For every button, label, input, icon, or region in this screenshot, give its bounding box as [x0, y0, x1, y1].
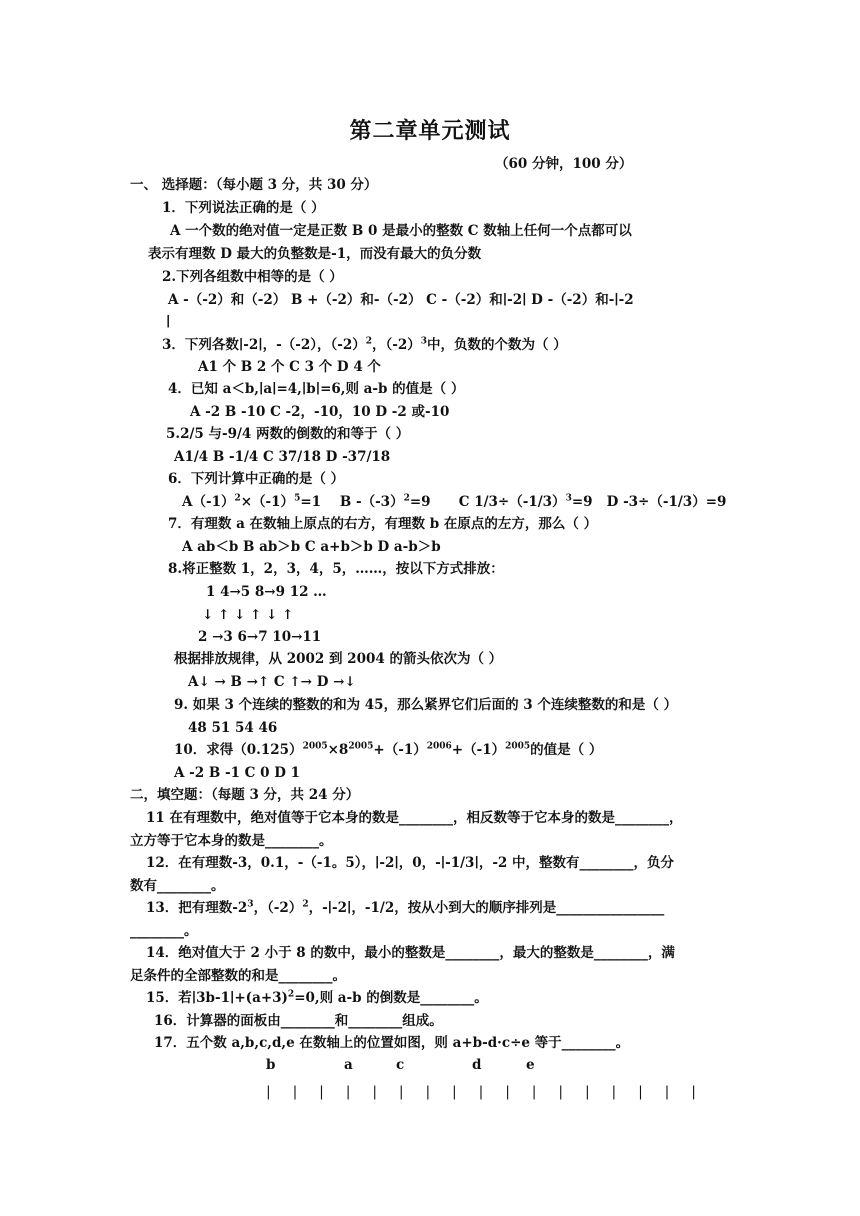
number-line-tick: | — [505, 1084, 510, 1100]
number-line-tick: | — [638, 1084, 643, 1100]
q10-s1: 2005 — [302, 741, 328, 752]
number-line-tick: | — [584, 1084, 590, 1100]
q6-stem: 6．下列计算中正确的是（ ） — [168, 471, 345, 487]
q17-line1: 17．五个数 a,b,c,d,e 在数轴上的位置如图，则 a+b-d·c÷e 等于________。 — [154, 1035, 630, 1051]
q15-b: =0,则 a-b 的倒数是________。 — [294, 990, 488, 1006]
q10-b: ×8 — [327, 742, 349, 758]
q6-o3a: C 1/3÷（-1/3） — [458, 494, 566, 510]
q5-options: A1/4 B -1/4 C 37/18 D -37/18 — [174, 449, 391, 465]
number-line-tick: | — [531, 1084, 537, 1100]
q9-stem: 9. 如果 3 个连续的整数的和为 45，那么紧界它们后面的 3 个连续整数的和是（ ） — [174, 697, 678, 713]
number-line-tick: | — [691, 1084, 696, 1100]
q10-a: 10．求得（0.125） — [174, 742, 303, 758]
q6-o1c: =1 — [300, 494, 322, 510]
q16-line1: 16．计算器的面板由________和________组成。 — [154, 1013, 443, 1029]
q14-line1: 14．绝对值大于 2 小于 8 的数中，最小的整数是________，最大的整数是________，满 — [146, 945, 675, 961]
q10-e: 的值是（ ） — [530, 742, 603, 758]
number-line-tick: | — [372, 1084, 378, 1100]
q13-b: ，（-2） — [253, 900, 303, 916]
q12-line2: 数有________。 — [130, 878, 225, 894]
q10-s2: 2005 — [348, 741, 374, 752]
q3-options: A1 个 B 2 个 C 3 个 D 4 个 — [198, 359, 381, 375]
q1-line1: A 一个数的绝对值一定是正数 B 0 是最小的整数 C 数轴上任何一个点都可以 — [170, 223, 632, 239]
q1-stem: 1．下列说法正确的是（ ） — [162, 200, 325, 216]
q13-s2: 2 — [302, 899, 309, 910]
number-line-tick: | — [266, 1084, 271, 1100]
q6-o4: D -3÷（-1/3）=9 — [606, 494, 727, 510]
q6-o2s: 2 — [403, 493, 410, 504]
q15-line1 — [146, 989, 488, 1007]
q13-c: ，-∣-2∣，-1/2，按从小到大的顺序排列是________________ — [308, 900, 665, 916]
number-line-tick: | — [452, 1084, 457, 1100]
q6-o3s: 3 — [565, 493, 572, 504]
q4-stem: 4．已知 a＜b,∣a∣=4,∣b∣=6,则 a-b 的值是（ ） — [168, 381, 465, 397]
q6-o2b: =9 — [409, 494, 431, 510]
number-line-tick: | — [425, 1084, 431, 1100]
q10-options: A -2 B -1 C 0 D 1 — [174, 765, 301, 781]
q3-stem-b: ，（-2） — [372, 337, 421, 353]
q6-o1s2: 5 — [294, 493, 301, 504]
q11-line1: 11 在有理数中，绝对值等于它本身的数是________，相反数等于它本身的数是________， — [146, 810, 683, 826]
number-line-tick: | — [398, 1084, 404, 1100]
q10-s3: 2006 — [426, 741, 452, 752]
q8-row2: ↓ ↑ ↓ ↑ ↓ ↑ — [202, 607, 294, 623]
q6-o1b: ×（-1） — [240, 494, 295, 510]
number-line-tick: | — [345, 1084, 351, 1100]
number-line-tick: | — [558, 1084, 564, 1100]
q7-stem: 7．有理数 a 在数轴上原点的右方，有理数 b 在原点的左方，那么（ ） — [168, 516, 598, 532]
q6-o1a: A（-1） — [182, 494, 235, 510]
q13-line1 — [146, 899, 664, 917]
number-line-tick: | — [664, 1084, 670, 1100]
q6-o1s1: 2 — [234, 493, 241, 504]
q10-d: +（-1） — [451, 742, 506, 758]
q8-row3: 2 →3 6→7 10→11 — [198, 629, 322, 645]
number-line-point-a: a — [344, 1057, 353, 1073]
q6-o2a: B -（-3） — [339, 494, 404, 510]
number-line-tick: | — [292, 1084, 298, 1100]
q4-options: A -2 B -10 C -2，-10，10 D -2 或-10 — [190, 404, 450, 420]
q8-options: A↓ → B →↑ C ↑→ D →↓ — [188, 674, 356, 690]
number-line-point-d: d — [472, 1057, 482, 1073]
number-line-point-b: b — [266, 1057, 276, 1073]
q6-o3b: =9 — [571, 494, 593, 510]
q13-s1: 3 — [247, 899, 254, 910]
page-subtitle: （60 分钟，100 分） — [495, 156, 633, 172]
q3-stem-c: 中，负数的个数为（ ） — [427, 337, 567, 353]
q10-stem — [174, 741, 602, 759]
q3-sup1: 2 — [365, 336, 373, 347]
q12-line1: 12．在有理数-3，0.1，-（-1。5），∣-2∣，0，-∣-1/3∣，-2 中，整数有________，负分 — [146, 855, 675, 871]
number-line-point-c: c — [396, 1057, 405, 1073]
q8-stem: 8.将正整数 1，2，3，4，5，……，按以下方式排放： — [168, 561, 504, 577]
q10-c: +（-1） — [373, 742, 427, 758]
q9-options: 48 51 54 46 — [188, 720, 278, 736]
q14-line2: 足条件的全部整数的和是________。 — [130, 968, 346, 984]
number-line-point-e: e — [526, 1057, 535, 1073]
q2-line1: A -（-2）和（-2） B +（-2）和-（-2） C -（-2）和∣-2∣ D -（-2）和-∣-2 — [168, 292, 634, 308]
q13-a: 13．把有理数-2 — [146, 900, 248, 916]
q15-s: 2 — [287, 989, 295, 1000]
number-line-ticks — [266, 1084, 696, 1100]
q1-line2: 表示有理数 D 最大的负整数是-1，而没有最大的负分数 — [148, 246, 482, 262]
q5-stem: 5.2/5 与-9/4 两数的倒数的和等于（ ） — [166, 426, 410, 442]
page-title: 第二章单元测试 — [349, 119, 511, 144]
q3-sup2: 3 — [420, 336, 428, 347]
number-line-tick: | — [611, 1084, 617, 1100]
number-line-tick: | — [319, 1084, 324, 1100]
q2-line2: ∣ — [166, 314, 171, 330]
q8-row1: 1 4→5 8→9 12 … — [206, 584, 327, 600]
q13-line2: ________。 — [130, 923, 198, 939]
q3-stem — [162, 336, 567, 354]
q15-a: 15．若∣3b-1∣+(a+3) — [146, 990, 288, 1006]
q3-stem-a: 3．下列各数∣-2∣，-（-2），（-2） — [162, 337, 366, 353]
q10-s4: 2005 — [505, 741, 531, 752]
q6-options — [182, 493, 726, 511]
number-line-tick: | — [478, 1084, 484, 1100]
q8-rule: 根据排放规律，从 2002 到 2004 的箭头依次为（ ） — [174, 651, 503, 667]
section-1-heading: 一、 选择题：（每小题 3 分，共 30 分） — [130, 177, 378, 193]
q7-options: A ab＜b B ab＞b C a+b＞b D a-b＞b — [182, 539, 441, 555]
q11-line2: 立方等于它本身的数是________。 — [130, 833, 333, 849]
section-2-heading: 二，填空题：（每题 3 分，共 24 分） — [130, 787, 360, 803]
q2-stem: 2.下列各组数中相等的是（ ） — [162, 269, 343, 285]
